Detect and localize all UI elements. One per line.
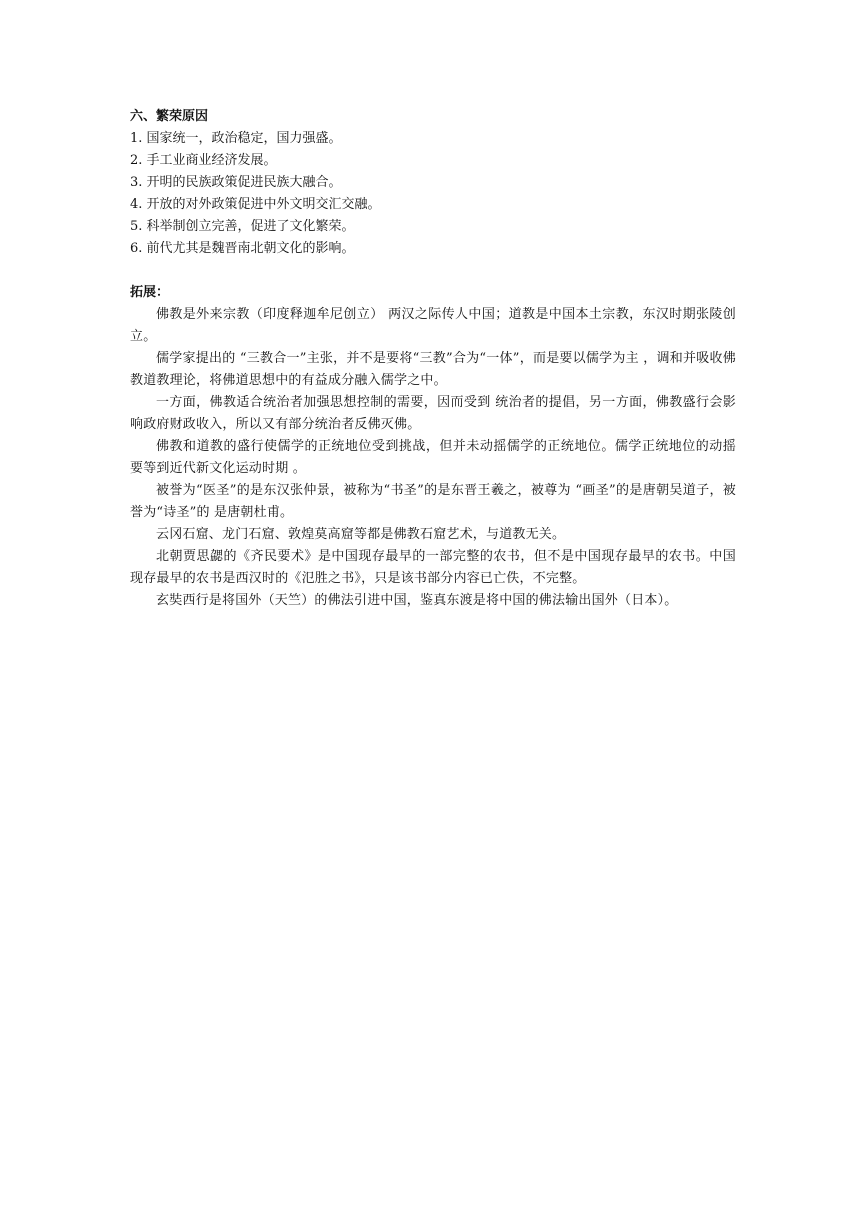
document-content <box>130 106 736 612</box>
extension-paragraph-5: 被誉为“医圣”的是东汉张仲景，被称为“书圣”的是东晋王羲之，被尊为 “画圣”的是唐朝吴道子，被誉为“诗圣”的 是唐朝杜甫。 <box>130 483 736 520</box>
section-spacer <box>130 260 736 282</box>
reason-item-1: 1. 国家统一，政治稳定，国力强盛。 <box>130 131 342 146</box>
extension-paragraph-7: 北朝贾思勰的《齐民要术》是中国现存最早的一部完整的农书，但不是中国现存最早的农书。中国现存最早的农书是西汉时的《氾胜之书》，只是该书部分内容已亡佚，不完整。 <box>130 549 736 586</box>
section-title-reasons: 六、繁荣原因 <box>130 109 209 124</box>
extension-paragraph-2: 儒学家提出的 “三教合一”主张，并不是要将“三教”合为“一体”，而是要以儒学为主 ，调和并吸收佛教道教理论，将佛道思想中的有益成分融入儒学之中。 <box>130 351 736 388</box>
reason-item-6: 6. 前代尤其是魏晋南北朝文化的影响。 <box>130 241 355 256</box>
reason-item-5: 5. 科举制创立完善，促进了文化繁荣。 <box>130 219 355 234</box>
extension-paragraph-6: 云冈石窟、龙门石窟、敦煌莫高窟等都是佛教石窟艺术，与道教无关。 <box>156 527 566 542</box>
extension-paragraph-8: 玄奘西行是将国外（天竺）的佛法引进中国，鉴真东渡是将中国的佛法输出国外（日本）。 <box>156 593 678 608</box>
reason-item-3: 3. 开明的民族政策促进民族大融合。 <box>130 175 342 190</box>
reason-item-4: 4. 开放的对外政策促进中外文明交汇交融。 <box>130 197 381 212</box>
extension-paragraph-3: 一方面，佛教适合统治者加强思想控制的需要，因而受到 统治者的提倡，另一方面，佛教盛行会影响政府财政收入，所以又有部分统治者反佛灭佛。 <box>130 395 736 432</box>
extension-paragraph-4: 佛教和道教的盛行使儒学的正统地位受到挑战，但并未动摇儒学的正统地位。儒学正统地位的动摇要等到近代新文化运动时期 。 <box>130 439 736 476</box>
extension-paragraph-1: 佛教是外来宗教（印度释迦牟尼创立） 两汉之际传人中国；道教是中国本土宗教，东汉时期张陵创立。 <box>130 307 736 344</box>
reason-item-2: 2. 手工业商业经济发展。 <box>130 153 277 168</box>
section-title-extension: 拓展： <box>130 285 170 300</box>
